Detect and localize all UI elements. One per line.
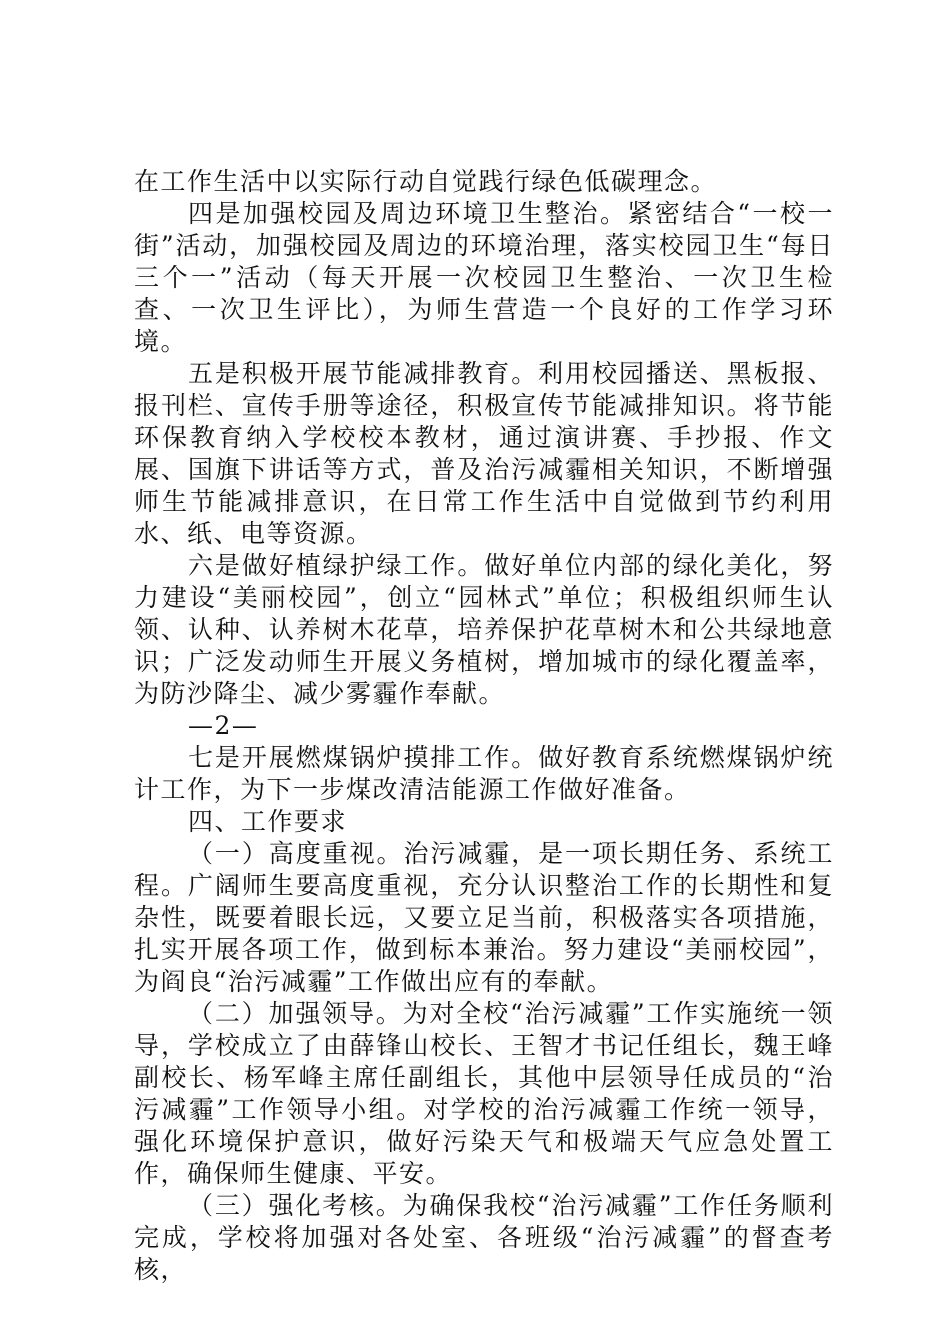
page-number: —2— [188, 711, 259, 740]
document-body [134, 166, 834, 1286]
paragraph-item-5: 五是积极开展节能减排教育。利用校园播送、黑板报、报刊栏、宣传手册等途径，积极宣传节能减排知识。将节能环保教育纳入学校校本教材，通过演讲赛、手抄报、作文展、国旗下讲话等方式，普及治污减霾相关知识，不断增强师生节能减排意识，在日常工作生活中自觉做到节约利用水、纸、电等资源。 [134, 359, 834, 548]
paragraph-continuation: 在工作生活中以实际行动自觉践行绿色低碳理念。 [134, 167, 718, 196]
paragraph-item-6: 六是做好植绿护绿工作。做好单位内部的绿化美化，努力建设“美丽校园”，创立“园林式”单位；积极组织师生认领、认种、认养树木花草，培养保护花草树木和公共绿地意识；广泛发动师生开展义务植树，增加城市的绿化覆盖率，为防沙降尘、减少雾霾作奉献。 [134, 551, 834, 708]
paragraph-requirement-2: （二）加强领导。为对全校“治污减霾”工作实施统一领导，学校成立了由薛锋山校长、王智才书记任组长，魏王峰副校长、杨军峰主席任副组长，其他中层领导任成员的“治污减霾”工作领导小组。对学校的治污减霾工作统一领导，强化环境保护意识，做好污染天气和极端天气应急处置工作，确保师生健康、平安。 [134, 999, 834, 1188]
paragraph-requirement-1: （一）高度重视。治污减霾，是一项长期任务、系统工程。广阔师生要高度重视，充分认识整治工作的长期性和复杂性，既要着眼长远，又要立足当前，积极落实各项措施，扎实开展各项工作，做到标本兼治。努力建设“美丽校园”，为阎良“治污减霾”工作做出应有的奉献。 [134, 839, 834, 996]
paragraph-item-4: 四是加强校园及周边环境卫生整治。紧密结合“一校一街”活动，加强校园及周边的环境治理，落实校园卫生“每日三个一”活动（每天开展一次校园卫生整治、一次卫生检查、一次卫生评比），为师生营造一个良好的工作学习环境。 [134, 199, 834, 356]
paragraph-item-7: 七是开展燃煤锅炉摸排工作。做好教育系统燃煤锅炉统计工作，为下一步煤改清洁能源工作做好准备。 [134, 743, 834, 804]
section-heading-requirements: 四、工作要求 [188, 807, 348, 836]
paragraph-requirement-3: （三）强化考核。为确保我校“治污减霾”工作任务顺利完成，学校将加强对各处室、各班级“治污减霾”的督查考核， [134, 1191, 834, 1284]
